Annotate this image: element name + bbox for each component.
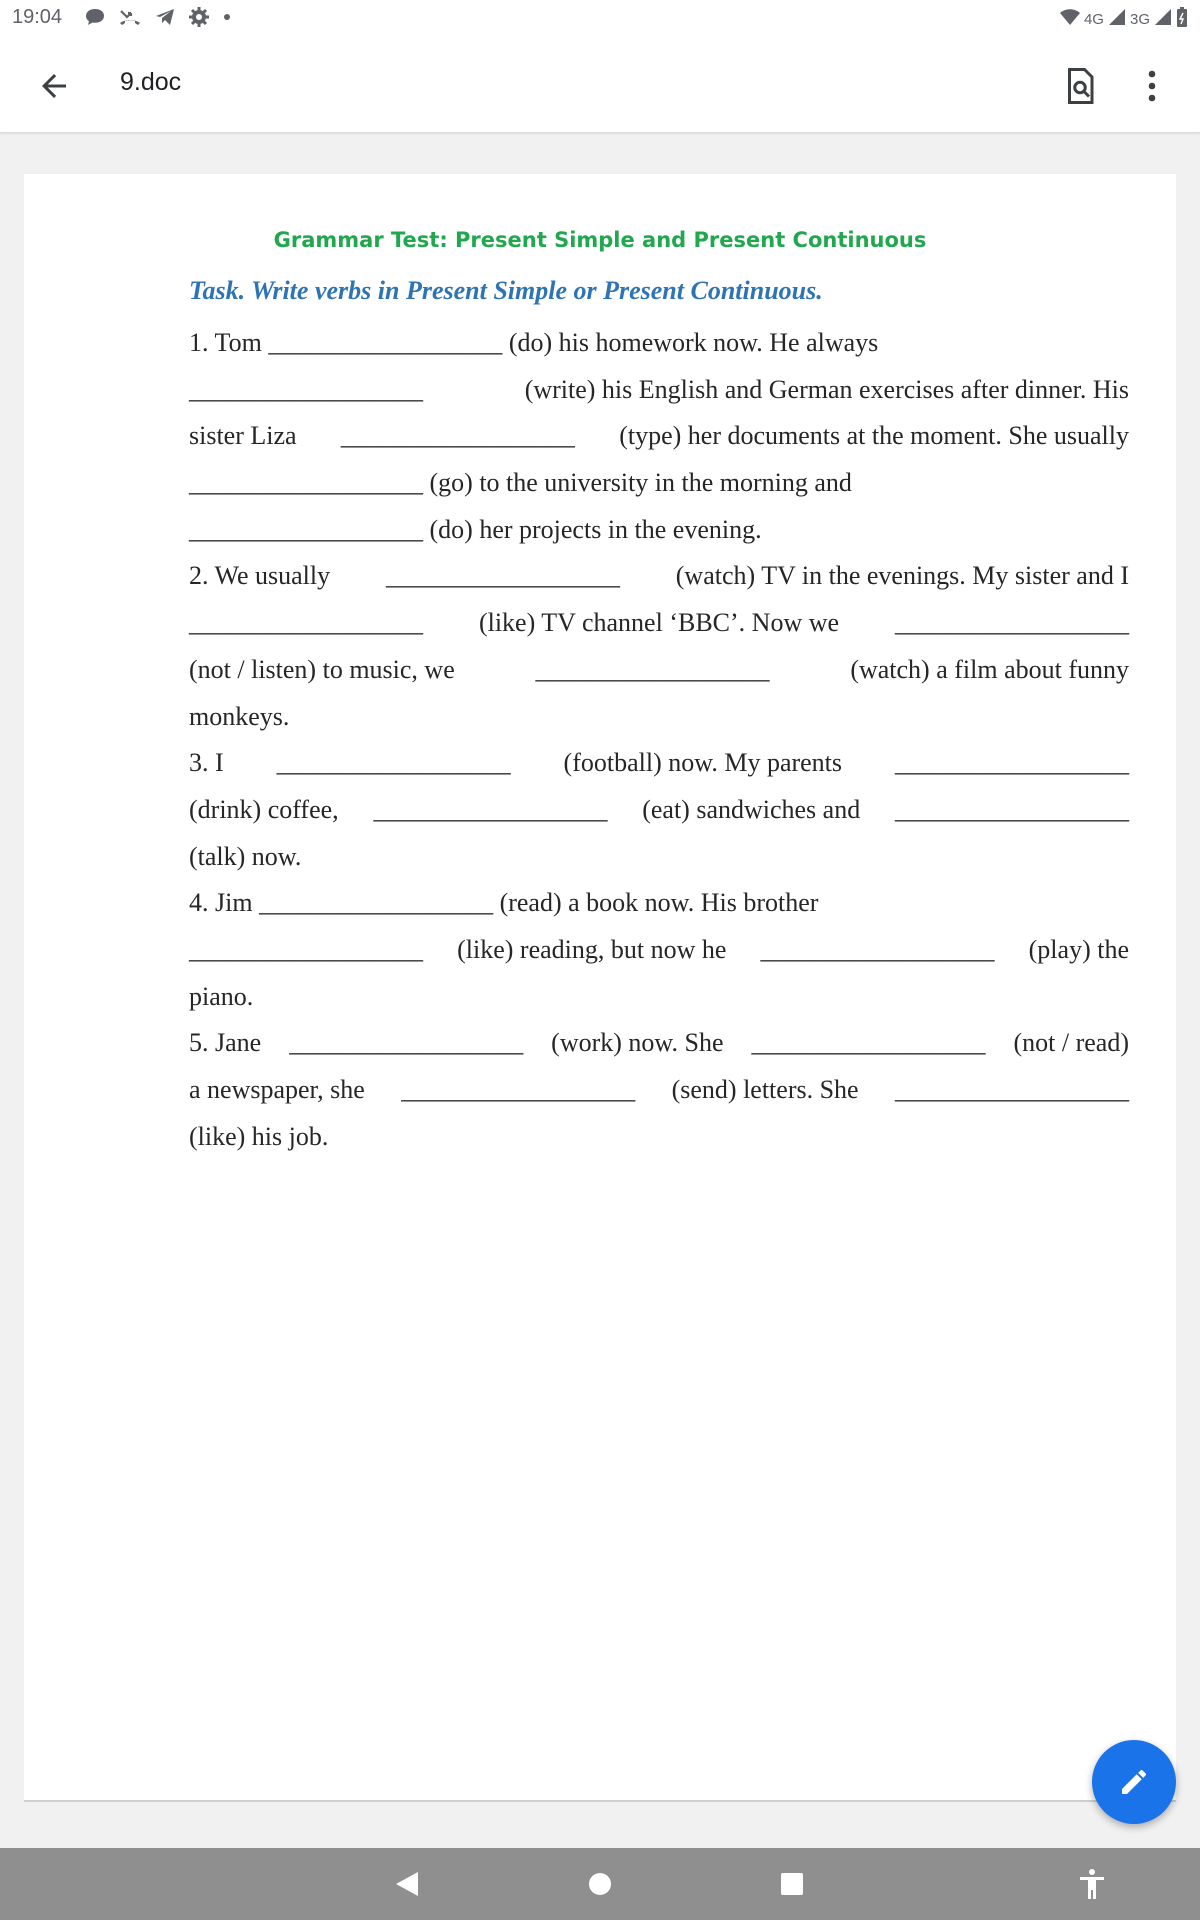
exercise-text: (work) now. She — [551, 1028, 724, 1058]
exercise-text: a newspaper, she — [189, 1075, 365, 1104]
exercise-text: (not / read) — [1013, 1028, 1129, 1058]
exercise-text: (talk) now. — [189, 841, 302, 871]
network-type-1: 4G — [1083, 10, 1104, 28]
answer-blank: __________________ — [189, 374, 423, 404]
exercise-text: (eat) sandwiches and — [642, 794, 861, 824]
nav-home-button[interactable] — [582, 1866, 618, 1902]
chat-bubble-icon — [84, 7, 106, 32]
exercise-text: (not / listen) to music, we — [189, 654, 455, 684]
answer-blank: __________________ — [751, 1028, 986, 1058]
answer-blank: __________________ — [259, 888, 494, 918]
exercise-text: (like) TV channel ‘BBC’. Now we — [478, 608, 840, 638]
exercise-text: sister Liza — [189, 421, 297, 451]
exercise-line — [189, 367, 1129, 414]
exercise-line — [189, 1114, 1129, 1161]
answer-blank: __________________ — [289, 1028, 524, 1058]
answer-blank: __________________ — [401, 1075, 636, 1104]
answer-blank: __________________ — [535, 654, 770, 684]
more-vert-icon — [1134, 66, 1170, 106]
exercise-text: 4. Jim — [189, 888, 260, 918]
exercise-text: (write) his English and German exercises after dinner. His — [524, 374, 1129, 404]
exercise-line — [189, 1020, 1129, 1067]
exercise-text: monkeys. — [189, 701, 290, 731]
answer-blank: __________________ — [760, 934, 995, 964]
document-page — [24, 174, 1176, 1802]
exercise-line — [189, 1067, 1129, 1114]
nav-recents-button[interactable] — [774, 1866, 810, 1902]
exercise-line — [189, 927, 1129, 974]
document-filename: 9.doc — [120, 68, 182, 96]
signal-icon — [1108, 8, 1126, 30]
exercise-line — [189, 880, 1129, 927]
exercise-text: (like) reading, but now he — [457, 934, 727, 964]
document-body — [189, 320, 1129, 1160]
app-bar — [0, 36, 1200, 133]
answer-blank: __________________ — [276, 748, 511, 778]
nav-back-icon — [390, 1866, 426, 1902]
exercise-text: (do) her projects in the evening. — [423, 514, 762, 544]
exercise-line — [189, 694, 1129, 741]
answer-blank: __________________ — [189, 608, 423, 638]
exercise-text: (read) a book now. His brother — [493, 888, 819, 918]
exercise-text: piano. — [189, 981, 254, 1011]
answer-blank: __________________ — [268, 328, 503, 357]
accessibility-icon — [1074, 1866, 1110, 1902]
answer-blank: __________________ — [895, 794, 1129, 824]
answer-blank: __________________ — [894, 1075, 1129, 1104]
exercise-text: (send) letters. She — [671, 1075, 859, 1104]
exercise-line — [189, 740, 1129, 787]
exercise-line — [189, 974, 1129, 1021]
exercise-line — [189, 787, 1129, 834]
missed-call-icon — [118, 7, 142, 32]
exercise-text: (drink) coffee, — [189, 794, 339, 824]
signal-icon-2 — [1154, 8, 1172, 30]
answer-blank: __________________ — [189, 934, 423, 964]
exercise-line — [189, 320, 1129, 367]
exercise-text: (watch) TV in the evenings. My sister and I — [675, 561, 1129, 591]
exercise-line — [189, 647, 1129, 694]
exercise-line — [189, 600, 1129, 647]
exercise-line — [189, 507, 1129, 554]
telegram-icon — [154, 7, 176, 32]
notification-icons — [84, 6, 232, 33]
exercise-text: (like) his job. — [189, 1121, 329, 1151]
answer-blank: __________________ — [894, 608, 1129, 638]
back-button[interactable] — [36, 68, 72, 104]
exercise-text: 3. I — [189, 748, 224, 778]
status-bar — [0, 0, 1200, 36]
nav-recents-icon — [774, 1866, 810, 1902]
document-title: Grammar Test: Present Simple and Present Continuous — [273, 228, 927, 252]
find-in-page-button[interactable] — [1062, 66, 1098, 106]
task-instruction: Task. Write verbs in Present Simple or Present Continuous. — [189, 276, 823, 305]
accessibility-button[interactable] — [1074, 1866, 1110, 1902]
exercise-line — [189, 553, 1129, 600]
exercise-text: 2. We usually — [189, 561, 331, 591]
more-options-button[interactable] — [1134, 66, 1170, 106]
status-right — [1060, 6, 1188, 32]
system-nav-bar — [0, 1848, 1200, 1920]
find-in-page-icon — [1062, 66, 1098, 106]
exercise-text: (do) his homework now. He always — [502, 328, 879, 357]
exercise-line — [189, 460, 1129, 507]
exercise-text: 5. Jane — [189, 1028, 262, 1058]
nav-back-button[interactable] — [390, 1866, 426, 1902]
status-time: 19:04 — [12, 6, 63, 28]
edit-fab-button[interactable] — [1092, 1740, 1176, 1824]
wifi-icon — [1060, 8, 1080, 30]
exercise-text: (play) the — [1028, 934, 1129, 964]
exercise-text: 1. Tom — [189, 328, 269, 357]
battery-icon — [1176, 6, 1188, 32]
edit-pencil-icon — [1118, 1766, 1150, 1798]
network-type-2: 3G — [1129, 10, 1150, 28]
exercise-text: (watch) a film about funny — [850, 654, 1129, 684]
exercise-text: (go) to the university in the morning and — [423, 468, 852, 498]
arrow-back-icon — [36, 68, 72, 104]
answer-blank: __________________ — [894, 748, 1129, 778]
answer-blank: __________________ — [189, 468, 423, 498]
answer-blank: __________________ — [373, 794, 608, 824]
exercise-text: (type) her documents at the moment. She usually — [619, 421, 1129, 451]
settings-gear-icon — [188, 6, 210, 33]
answer-blank: __________________ — [340, 421, 575, 451]
exercise-line — [189, 413, 1129, 460]
exercise-line — [189, 834, 1129, 881]
answer-blank: __________________ — [189, 514, 423, 544]
nav-home-icon — [582, 1866, 618, 1902]
exercise-text: (football) now. My parents — [563, 748, 843, 778]
more-notifications-dot-icon — [222, 7, 232, 32]
answer-blank: __________________ — [385, 561, 620, 591]
